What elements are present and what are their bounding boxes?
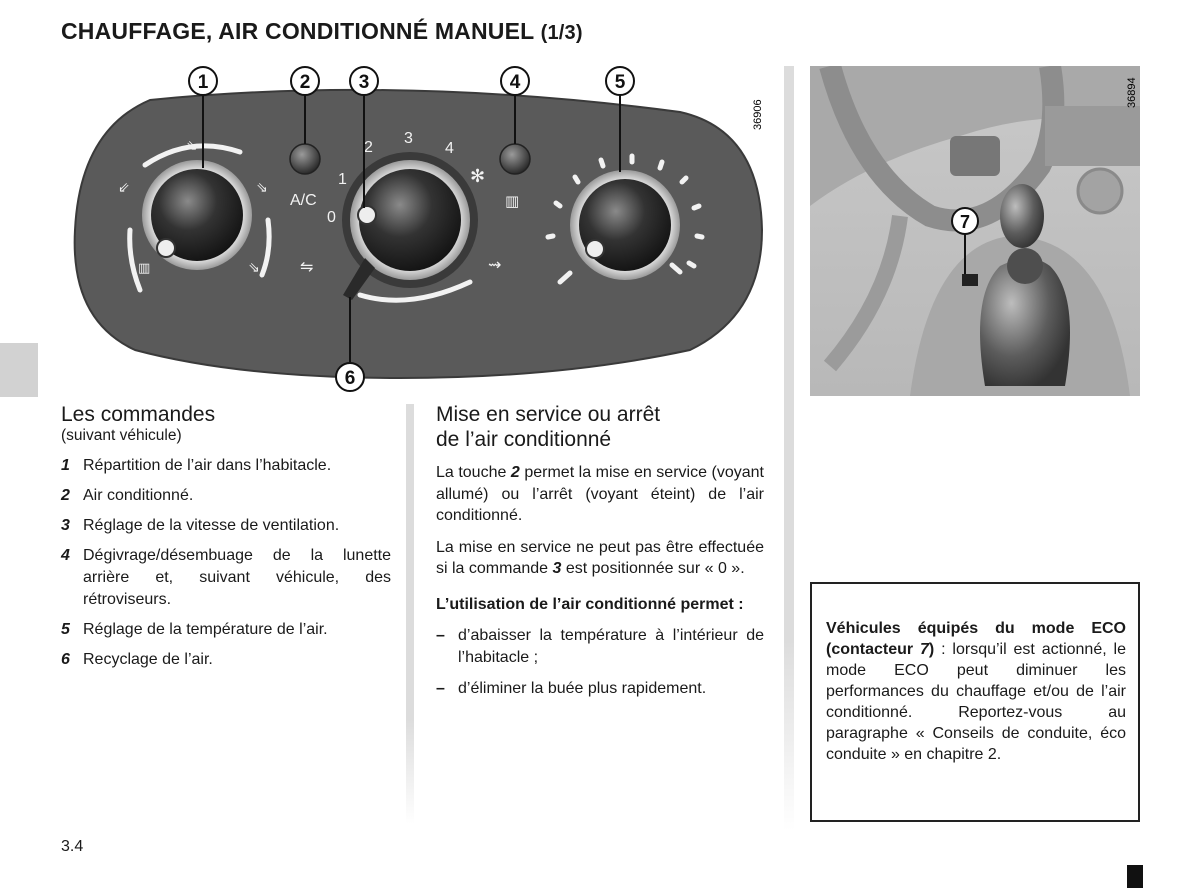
list-item: 3 Réglage de la vitesse de ventilation. [61,517,340,534]
callout-7: 7 [959,212,971,232]
ac-label: A/C [290,192,317,209]
callout-4: 4 [509,72,521,93]
photo-code: 36894 [1126,77,1138,108]
usage-heading: L’utilisation de l’air conditionné permet : [436,595,744,613]
svg-text:▥: ▥ [138,261,151,276]
column-separator [784,66,794,831]
commands-list [61,455,391,671]
svg-text:1: 1 [338,171,347,188]
fan-icon: ✻ [470,166,486,187]
corner-mark [1127,865,1143,888]
list-item: 6 Recyclage de l’air. [61,651,213,668]
eco-note-box [810,582,1140,822]
page-title [61,18,583,45]
list-item: – d’abaisser la température à l’intérieur de l’habitacle ; [436,627,764,666]
svg-text:⇘: ⇘ [186,138,198,154]
svg-text:2: 2 [364,139,373,156]
svg-text:⇘: ⇘ [248,260,260,276]
ac-button [290,144,320,174]
ac-paragraph-1: La touche 2 permet la mise en service (voyant allumé) ou l’arrêt (voyant éteint) de l’air conditionné. [436,464,764,524]
rear-defrost-icon: ▥ [505,192,520,210]
list-item: 1 Répartition de l’air dans l’habitacle. [61,457,332,474]
ac-heading: Mise en service ou arrêt de l’air conditionné [436,403,661,451]
list-item: 4 Dégivrage/désembuage de la lunette arrière et, suivant véhicule, des rétroviseurs. [61,547,391,608]
page-number: 3.4 [61,838,84,855]
list-item: 2 Air conditionné. [61,487,194,504]
fresh-air-icon: ⇝ [488,255,502,274]
rear-defrost-button [500,144,530,174]
column-separator [406,404,414,824]
callout-1: 1 [197,72,209,93]
list-item: – d’éliminer la buée plus rapidement. [436,680,707,697]
ac-paragraph-2: La mise en service ne peut pas être effectuée si la commande 3 est positionnée sur « 0 ». [436,538,764,577]
callout-2: 2 [299,72,311,93]
temperature-knob [570,170,680,280]
svg-text:4: 4 [445,140,454,157]
ac-section [436,402,764,700]
commands-subtitle: (suivant véhicule) [61,427,182,444]
svg-text:⇘: ⇘ [256,180,268,196]
commands-heading: Les commandes [61,403,216,426]
commands-section [61,402,391,679]
svg-text:⇙: ⇙ [118,180,130,196]
list-item: 5 Réglage de la température de l’air. [61,621,328,638]
svg-text:0: 0 [327,209,336,226]
svg-text:3: 3 [404,130,413,147]
callout-6: 6 [344,368,356,389]
recirculation-icon: ⇋ [300,257,314,276]
callout-3: 3 [358,72,370,93]
page-title-part: (1/3) [540,22,583,44]
control-panel-illustration [0,60,780,395]
eco-switch-photo [810,66,1140,396]
figure-code: 36906 [752,99,764,130]
page-title-text: CHAUFFAGE, AIR CONDITIONNÉ MANUEL [61,18,534,44]
eco-note-text: Véhicules équipés du mode ECO (contacteur 7) : lorsqu’il est actionné, le mode ECO peut diminuer les performances du chauffage et/ou de l’air conditionné. Reportez-vous au paragraphe « Conseils de conduite, éco conduite » en chapitre 2. [826,620,1126,763]
air-distribution-knob [142,160,252,270]
callout-5: 5 [614,72,626,93]
